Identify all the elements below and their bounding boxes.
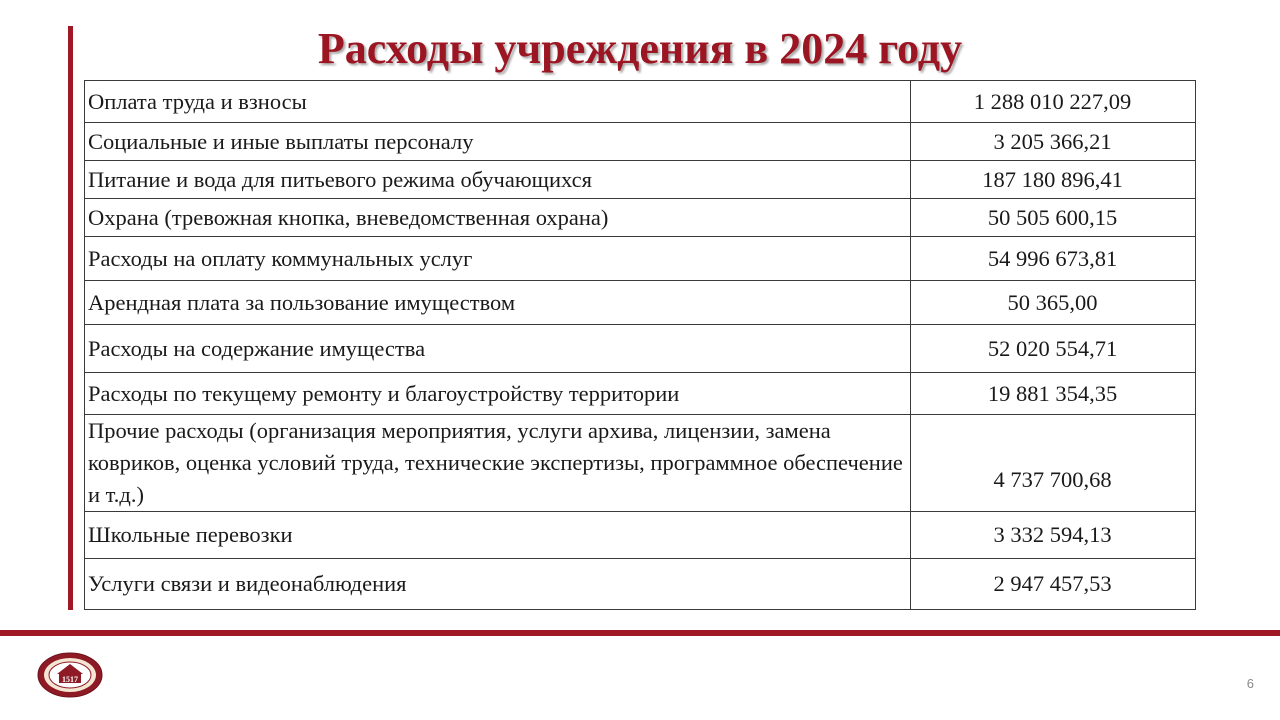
expense-label: Школьные перевозки bbox=[85, 512, 911, 559]
expense-label: Расходы на оплату коммунальных услуг bbox=[85, 237, 911, 281]
table-row bbox=[85, 123, 1196, 161]
expense-value: 3 205 366,21 bbox=[911, 123, 1196, 161]
expense-label: Услуги связи и видеонаблюдения bbox=[85, 559, 911, 610]
expenses-table bbox=[84, 80, 1196, 610]
table-row bbox=[85, 281, 1196, 325]
table-row bbox=[85, 512, 1196, 559]
expense-label: Охрана (тревожная кнопка, вневедомственная охрана) bbox=[85, 199, 911, 237]
table-row bbox=[85, 81, 1196, 123]
expense-value: 187 180 896,41 bbox=[911, 161, 1196, 199]
expense-label: Социальные и иные выплаты персоналу bbox=[85, 123, 911, 161]
expense-label: Питание и вода для питьевого режима обучающихся bbox=[85, 161, 911, 199]
expense-value: 3 332 594,13 bbox=[911, 512, 1196, 559]
table-row bbox=[85, 161, 1196, 199]
expense-value: 19 881 354,35 bbox=[911, 373, 1196, 415]
expense-value: 2 947 457,53 bbox=[911, 559, 1196, 610]
school-emblem-icon bbox=[37, 652, 103, 698]
table-row bbox=[85, 325, 1196, 373]
expense-label: Оплата труда и взносы bbox=[85, 81, 911, 123]
table-row bbox=[85, 237, 1196, 281]
table-row bbox=[85, 373, 1196, 415]
emblem-year: 1517 bbox=[62, 675, 78, 684]
expense-value: 54 996 673,81 bbox=[911, 237, 1196, 281]
expense-value: 50 365,00 bbox=[911, 281, 1196, 325]
expense-label: Расходы на содержание имущества bbox=[85, 325, 911, 373]
expense-label: Расходы по текущему ремонту и благоустройству территории bbox=[85, 373, 911, 415]
table-row bbox=[85, 415, 1196, 512]
left-accent-bar bbox=[68, 26, 73, 610]
page-number: 6 bbox=[1246, 676, 1254, 691]
expense-label: Прочие расходы (организация мероприятия, услуги архива, лицензии, замена ковриков, оценка условий труда, технические экспертизы, программное обеспечение и т.д.) bbox=[85, 415, 911, 512]
expense-value: 4 737 700,68 bbox=[911, 415, 1196, 512]
slide-title: Расходы учреждения в 2024 году bbox=[317, 24, 963, 73]
expense-label: Арендная плата за пользование имуществом bbox=[85, 281, 911, 325]
table-row bbox=[85, 199, 1196, 237]
footer-accent-bar bbox=[0, 630, 1280, 636]
expense-value: 1 288 010 227,09 bbox=[911, 81, 1196, 123]
table-row bbox=[85, 559, 1196, 610]
expense-value: 52 020 554,71 bbox=[911, 325, 1196, 373]
expense-value: 50 505 600,15 bbox=[911, 199, 1196, 237]
